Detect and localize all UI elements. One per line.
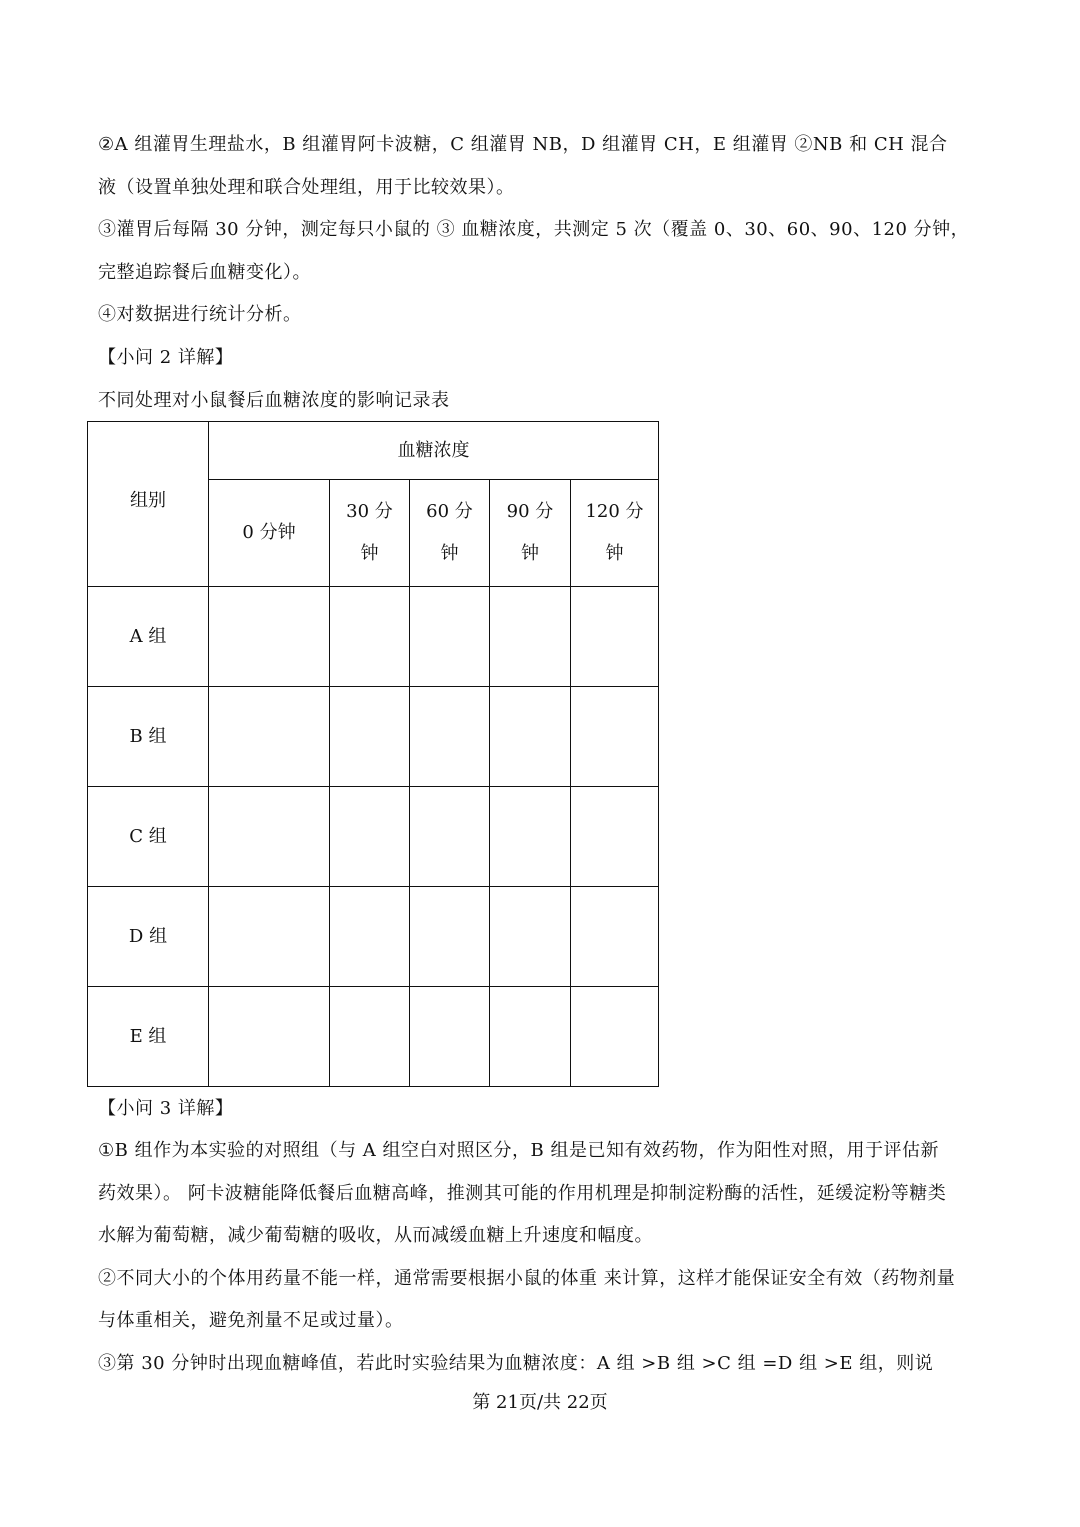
section-heading-q2: 【小问 2 详解】 xyxy=(98,347,234,368)
empty-cell xyxy=(209,987,330,1087)
blood-glucose-record-table xyxy=(87,421,659,1087)
group-header-cell xyxy=(88,422,209,587)
empty-cell xyxy=(410,587,490,687)
time-header-cell xyxy=(571,480,659,587)
empty-cell xyxy=(410,887,490,987)
empty-cell xyxy=(490,587,571,687)
table-row xyxy=(88,687,659,787)
group-label-cell xyxy=(88,587,209,687)
group-header: 组别 xyxy=(130,490,166,511)
time-header-cell xyxy=(330,480,410,587)
text-line: ②A 组灌胃生理盐水，B 组灌胃阿卡波糖，C 组灌胃 NB，D 组灌胃 CH，E 组灌胃 ②NB 和 CH 混合 xyxy=(98,134,948,155)
empty-cell xyxy=(571,687,659,787)
empty-cell xyxy=(209,687,330,787)
empty-cell xyxy=(490,987,571,1087)
table-row xyxy=(88,587,659,687)
header-row-1 xyxy=(88,422,659,480)
empty-cell xyxy=(330,987,410,1087)
concentration-header: 血糖浓度 xyxy=(397,439,470,461)
empty-cell xyxy=(330,587,410,687)
table-caption: 不同处理对小鼠餐后血糖浓度的影响记录表 xyxy=(98,390,450,411)
group-label: D 组 xyxy=(128,925,168,947)
empty-cell xyxy=(571,787,659,887)
time-header-cell xyxy=(209,480,330,587)
group-label: A 组 xyxy=(129,625,167,647)
empty-cell xyxy=(209,887,330,987)
time-header-cont: 钟 xyxy=(605,543,624,564)
empty-cell xyxy=(571,587,659,687)
time-header: 30 分 xyxy=(346,501,393,522)
text-line: 水解为葡萄糖，减少葡萄糖的吸收，从而减缓血糖上升速度和幅度。 xyxy=(98,1225,653,1246)
empty-cell xyxy=(410,987,490,1087)
group-label: C 组 xyxy=(129,825,167,847)
group-label: B 组 xyxy=(129,725,167,747)
group-label-cell xyxy=(88,687,209,787)
empty-cell xyxy=(571,987,659,1087)
time-header-cont: 钟 xyxy=(360,543,379,564)
text-line: ④对数据进行统计分析。 xyxy=(98,304,302,325)
text-line: 药效果）。 阿卡波糖能降低餐后血糖高峰，推测其可能的作用机理是抑制淀粉酶的活性，延缓淀粉等糖类 xyxy=(98,1183,947,1204)
text-line: ③灌胃后每隔 30 分钟，测定每只小鼠的 ③ 血糖浓度，共测定 5 次（覆盖 0、30、60、90、120 分钟， xyxy=(98,219,970,240)
empty-cell xyxy=(330,887,410,987)
table-row xyxy=(88,787,659,887)
text-line: ③第 30 分钟时出现血糖峰值，若此时实验结果为血糖浓度：A 组 >B 组 >C 组 =D 组 >E 组，则说 xyxy=(98,1353,934,1374)
time-header: 60 分 xyxy=(426,501,473,522)
group-label-cell xyxy=(88,887,209,987)
empty-cell xyxy=(571,887,659,987)
text-line: 完整追踪餐后血糖变化）。 xyxy=(98,262,311,283)
page-footer: 第 21页/共 22页 xyxy=(472,1392,608,1413)
time-header: 0 分钟 xyxy=(242,522,296,543)
time-header-cell xyxy=(410,480,490,587)
empty-cell xyxy=(410,687,490,787)
empty-cell xyxy=(330,787,410,887)
group-label: E 组 xyxy=(129,1025,167,1047)
table-row xyxy=(88,987,659,1087)
time-header: 120 分 xyxy=(585,501,644,522)
concentration-header-cell xyxy=(209,422,659,480)
empty-cell xyxy=(490,787,571,887)
text-line: 与体重相关，避免剂量不足或过量）。 xyxy=(98,1310,404,1331)
empty-cell xyxy=(209,587,330,687)
group-label-cell xyxy=(88,987,209,1087)
time-header-cont: 钟 xyxy=(521,543,539,564)
empty-cell xyxy=(410,787,490,887)
text-line: ②不同大小的个体用药量不能一样，通常需要根据小鼠的体重 来计算，这样才能保证安全有效（药物剂量 xyxy=(98,1268,956,1289)
text-line: ①B 组作为本实验的对照组（与 A 组空白对照区分，B 组是已知有效药物，作为阳性对照，用于评估新 xyxy=(98,1140,939,1161)
empty-cell xyxy=(209,787,330,887)
section-heading-q3: 【小问 3 详解】 xyxy=(98,1098,234,1119)
time-header-cont: 钟 xyxy=(440,543,459,564)
table-row xyxy=(88,887,659,987)
empty-cell xyxy=(490,887,571,987)
group-label-cell xyxy=(88,787,209,887)
empty-cell xyxy=(330,687,410,787)
time-header: 90 分 xyxy=(506,501,554,522)
time-header-cell xyxy=(490,480,571,587)
empty-cell xyxy=(490,687,571,787)
text-line: 液（设置单独处理和联合处理组，用于比较效果）。 xyxy=(98,177,515,198)
